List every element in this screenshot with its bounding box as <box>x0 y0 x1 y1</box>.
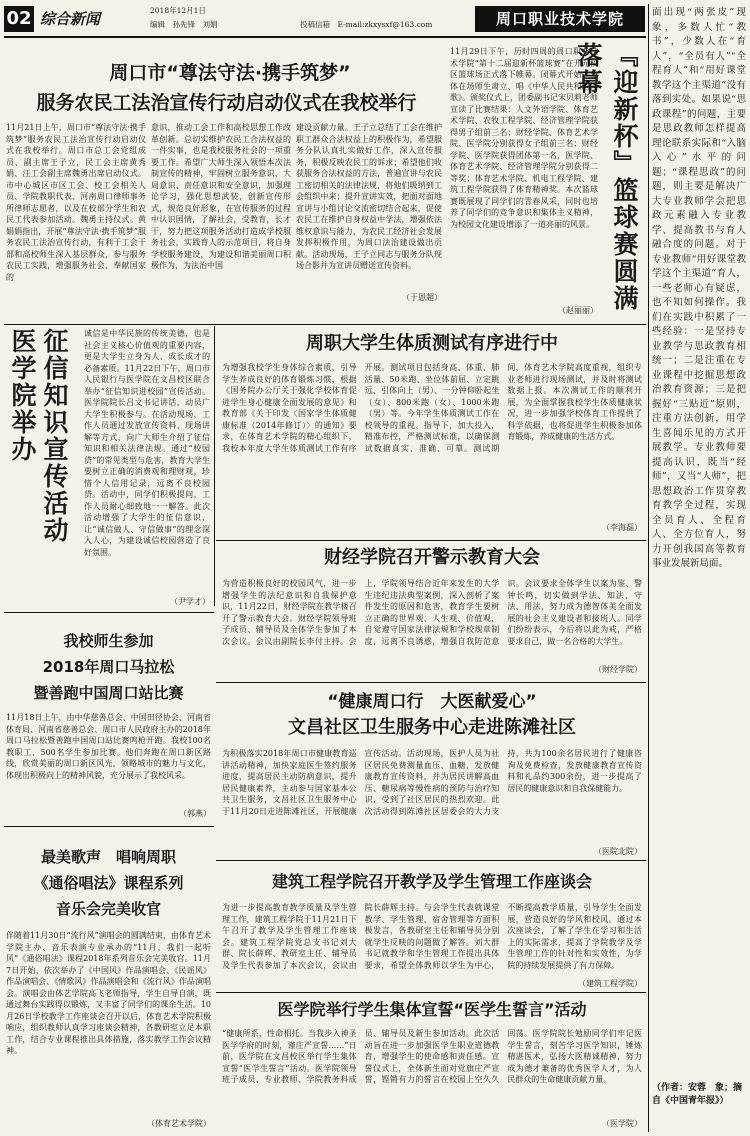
side-column-text: 面出现“两张皮”现象，多数人忙“教书”，少数人在“育人”，“全员有人”“全程育人”和“用好课堂教学这个主渠道”没有落到实处。如果说“思政课程”的问题，主要是思政教师怎样提高理论联系实际和“入脑入心”水平的问题；“课程思政”的问题，则主要是解决广大专业教师学会把思政元素融入专业教学、提高教书与育人融合度的问题。对于专业教师“用好课堂教学这个主渠道”育人，一些老师心有疑虑，也不知如何操作。我们在实践中积累了一些经验：一是坚持专业教学与思政教育相统一；二是注重在专业课程中挖掘思想政治教育资源；三是把握好“三贴近”原则，注重方法创新，用学生喜闻乐见的方式开展教学。专业教师要提高认识，既当“经师”，又当“人师”，把思想政治工作贯穿教育教学全过程，实现全员育人、全程育人、全方位育人，努力开创我国高等教育事业发展新局面。 <box>652 7 746 569</box>
art8-title-line2: 《通俗唱法》课程系列 <box>33 874 184 892</box>
section-rule-art5 <box>216 682 646 683</box>
section-rule-art4 <box>216 540 646 541</box>
art5-signature: （财经学院） <box>594 665 642 674</box>
section-rule-art6 <box>4 826 214 827</box>
art3-title-sub: 医学院举办 <box>8 328 37 463</box>
art6-text: 11月18日上午，由中华慈善总会、中国田径协会、河南省体育局、河南省慈善总会、周口市人民政府主办的2018年周口马拉松暨善跑中国周口站比赛鸣枪开跑。我校100名教职工、500名学生参加比赛。他们奔跑在周口新区路线，欣赏美丽的周口新区风光，领略城市的魅力与文化，体现出积极向上的精神风貌，充分展示了我校风采。 <box>6 713 211 780</box>
art8-signature: （体育艺术学院） <box>147 1119 211 1128</box>
section-rule-art3b <box>4 612 214 613</box>
art10-text: “健康所系，性命相托。当我步入神圣医学学府的时刻，谨庄严宣誓……”日前，医学院在文昌校区举行学生集体宣誓“医学生誓言”活动。医学院领导班子成员、专业教师、学院教务科成员、辅导员及新生参加活动。此次活动旨在进一步加强医学生职业道德教育，增强学生的使命感和责任感。宣誓仪式上，全体新生面对党旗庄严宣誓，铿锵有力的誓言在校园上空久久回荡。医学院院长勉励同学们牢记医学生誓言，刻苦学习医学知识，锤炼精湛医术，弘扬大医精诚精神，努力成为德才兼备的优秀医学人才，为人民群众的生命健康贡献力量。 <box>222 1029 642 1084</box>
art1-col1: 11月21日上午，周口市“尊法守法·携手筑梦”服务农民工法治宣传行动启动仪式在我校举行。周口市总工会党组成员、副主席王子立，民工会主席黄秀娟、汪工会副主席魏勇出席启动仪式。市中心城区市区工会、校工会相关人员、学院教职代表、河南周口律师事务所律师志愿者，以及在校部分学生和农民工代表参加活动。魏勇主持仪式。黄娟娟指出，开展“尊法守法·携手筑梦”服务农民工法治宣传行动，有利于工会干部和高校师生深入基层群众，参与服务农民工实践，增强服务社会、奉献国家的 <box>6 123 146 282</box>
art2-text: 11月29日下午，历时四周的周口职业技术学院“第十二届迎新杯篮球赛”在开元校区篮球场正式落下帷幕。闭幕式开始，全体在场师生肃立、唱《中华人民共和国国歌》。颁奖仪式上，团委副书记宋贝莉老师宣读了比赛结果：人文外语学院、体育艺术学院、农牧工程学院、经济管理学院获得男子组前三名；财经学院、体育艺术学院、医学院分别获得女子组前三名；财经学院、医学院获得团体第一名，医学院、体育艺术学院、经济管理学院分别获得二等奖；体育艺术学院、机电工程学院、建筑工程学院获得了体育精神奖。本次篮球赛既展现了同学们的青春风采，同时也培养了同学们的竞争意识和集体主义精神，为校园文化建设增添了一道亮丽的风景。 <box>450 47 598 229</box>
art7-title-line1: “健康周口行 大医献爱心” <box>327 692 537 712</box>
art4-title: 周职大学生体质测试有序进行中 <box>306 333 558 354</box>
section-rule-art9 <box>216 992 646 993</box>
art6-signature: （郭燕） <box>179 809 211 818</box>
art5-text: 为营造积极良好的校园风气，进一步增强学生的法纪意识和自我保护意识，11月22日，财经学院在教学楼召开了警示教育大会。财经学院领导班子成员、辅导员及全体学生参加了本次会议。会议由副院长李付主持。会上，学院领导结合近年来发生的大学生违纪违法典型案例，深入剖析了案件发生的原因和危害，教育学生要树立正确的世界观、人生观、价值观，自觉遵守国家法律法规和学校规章制度，远离不良诱惑，增强自我防范意识。会议要求全体学生以案为鉴、警钟长鸣，切实做到学法、知法、守法、用法，努力成为德智体美全面发展的社会主义建设者和接班人。同学们纷纷表示，今后将以此为戒，严格要求自己，做一名合格的大学生。 <box>222 579 642 646</box>
art6-title-line1: 我校师生参加 <box>63 632 154 650</box>
col-rule-art3 <box>214 326 215 606</box>
header-rule <box>4 36 646 38</box>
art2-signature: （赵丽丽） <box>558 306 598 315</box>
art1-title-line2: 服务农民工法治宣传行动启动仪式在我校举行 <box>36 92 417 114</box>
art4-text: 为增强我校学生身体综合素质，引导学生养成良好的体育锻炼习惯，根据《国务院办公厅关于强化学校体育促进学生身心健康全面发展的意见》和教育部《关于印发〈国家学生体质健康标准（2014年修订）〉的通知》要求，在体育艺术学院的精心组织下，我校本年度大学生体质测试工作有序开展。测试项目包括身高、体重、肺活量、50米跑、坐位体前屈、立定跳远、引体向上（男）、一分钟仰卧起坐（女）、800米跑（女）、1000米跑（男）等。今年学生体质测试工作在校领导的重视、指导下，加大投入，精准布控，严格测试标准，以确保测试数据真实、准确、可靠。测试期间，体育艺术学院高度重视，组织专业老师进行现场测试，并及时将测试数据上报。本次测试工作的顺利开展，为全面掌握我校学生体质健康状况，进一步加强学校体育工作提供了科学依据，也将促进学生积极参加体育锻炼，养成健康的生活方式。 <box>222 363 642 453</box>
art1-signature: （于恩超） <box>402 293 442 302</box>
section-rule-art7 <box>216 860 646 861</box>
art3-title-main: 征信知识宣传活动 <box>40 328 69 544</box>
art9-text: 为进一步提高教育教学质量及学生管理工作，建筑工程学院于11月21日下午召开了教学及学生管理工作座谈会。建筑工程学院党总支书记刘大群、院长薛辉、教研室主任、辅导员及学生代表参加了本次会议，会议由院长薛辉主持。与会学生代表就课堂教学、学生管理、宿舍管理等方面积极发言，各教研室主任和辅导员分别就学生反映的问题做了解答。刘大群书记就教学和学生管理工作提出具体要求，希望全体教师以学生为中心，不断提高教学质量，引导学生全面发展，营造良好的学风和校风。通过本次座谈会，了解了学生在学习和生活上的实际需求，提高了学院教学及学生管理工作的针对性和实效性，为学院的持续发展提供了有力保障。 <box>222 903 642 970</box>
art7-signature: （医院北院） <box>594 847 642 856</box>
side-column-signature: （作者：安蓉 象；摘自《中国青年报》） <box>652 1083 743 1106</box>
paper-name: 周口职业技术学院 <box>475 6 645 32</box>
column-divider <box>648 4 649 1132</box>
art8-title-line1: 最美歌声 唱响周职 <box>40 848 176 866</box>
art1-col3: 建设贡献力量。王子立总结了工会在维护职工群众合法权益上的积极作为，希望服务分队认真扎实做好工作，深入宣传服务，积极反映农民工的诉求；希望他们收获服务合法权益的方法，普遍宣讲与农民工密切相关的法律法规，将他们吸纳到工会组织中来；提升宣讲实效，把面对面地宣讲与小组讨论交流密切结合起来，促使农民工在维护自身权益中学法，增强依法维权意识与能力，为农民工经济社会发展发挥积极作用，为周口法治建设做出贡献。活动现场，王子立同志与服务分队现场合影并为宣讲员赠送宣传资料。 <box>296 123 442 270</box>
art7-text: 为积极落实2018年周口市健康教育巡讲活动精神，加快家庭医生签约服务进度，提高居民主动防病意识，提升居民健康素养，主动参与国家基本公共卫生服务，文昌社区卫生服务中心于11月20日走进陈滩社区，开展健康宣传活动。活动现场，医护人员为社区居民免费测量血压、血糖，发放健康教育宣传资料，并为居民讲解高血压、糖尿病等慢性病的预防与治疗知识，受到了社区居民的热烈欢迎。此次活动得到陈滩社区居委会的大力支持，共为100余名居民进行了健康咨询及免费检查，发放健康教育宣传资料和礼品约300余份，进一步提高了居民的健康意识和自我保健能力。 <box>222 749 642 816</box>
art9-signature: （建筑工程学院） <box>578 979 642 988</box>
art1-col2: 意识，推动工会工作和高校思想工作改革创新。总切实维护农民工合法权益的一件实事，也是我校服务社会的一项重要工作。希望广大师生深入领悟本次法制宣传的精神，牢固树立服务意识、大局意识、责任意识和安全意识，加强理论学习，强化思想武装，创新宣传形式，规范良好形象，在宣传服务的过程中认识国情，了解社会，受教育，长才干，努力把这项服务活动打造成学校服务社会，实践育人的示范项目，将自身学校服务建设，为建设和谐美丽周口积极作为，为法治中国 <box>151 123 291 270</box>
art6-title-line2: 2018年周口马拉松 <box>42 658 175 676</box>
art8-text: 伴随着11月30日“流行风”演唱会的圆满结束，由体育艺术学院主办、音乐表演专业承办的“11月，我们一起听风”《通俗唱法》课程2018年系列音乐会完美收官。11月7日开始，依次举办了《中国风》作品演唱会、《民谣风》作品演唱会、《情歌风》作品演唱会和《流行风》作品演唱会。演唱会由体艺学院高飞老师指导，学生自导自演，既通过舞台实践得以锻炼，又丰富了同学们的课余生活。10月26日学校教学工作座谈会召开以后，体育艺术学院积极响应，组织教师认真学习座谈会精神，各教研室立足本职工作，结合专业课程推出具体措施，落实教学工作会议精神。 <box>6 931 211 1055</box>
section-title: 综合新闻 <box>40 10 101 28</box>
art10-title: 医学院举行学生集体宣誓“医学生誓言”活动 <box>277 1000 587 1019</box>
art8-title-line3: 音乐会完美收官 <box>55 900 161 918</box>
art1-title-line1: 周口市“尊法守法·携手筑梦” <box>109 62 351 84</box>
contact-email: 投稿信箱 E-mail:zkxysxf@163.com <box>300 20 433 29</box>
editors: 编辑 孙先锋 刘娟 <box>150 20 218 29</box>
art7-title-line2: 文昌社区卫生服务中心走进陈滩社区 <box>288 717 576 738</box>
section-rule-1 <box>4 324 646 325</box>
issue-date: 2018年12月1日 <box>150 6 206 15</box>
art3-text: 诚信是中华民族的传统美德，也是社会主义核心价值观的重要内容，更是大学生立身为人、成长成才的必备素质。11月22日下午，周口市人民银行与医学院在文昌校区联合举办“征信知识进校园”宣传活动。医学院院长吕文书记讲话，动员广大学生积极参与。在活动现场，工作人员通过发放宣传资料、现场讲解等方式，向广大师生介绍了征信知识和相关法律法规。通过“校园贷”的常见类型与危害，教育大学生要树立正确的消费观和理财观，珍惜个人信用记录，远离不良校园贷。活动中，同学们积极提问，工作人员耐心细致地一一解答。此次活动增强了大学生的征信意识，让“诚信做人、守信做事”的理念深入人心，为建设诚信校园营造了良好氛围。 <box>84 329 210 557</box>
art6-title-line3: 暨善跑中国周口站比赛 <box>33 684 184 702</box>
art9-title: 建筑工程学院召开教学及学生管理工作座谈会 <box>271 872 592 891</box>
page-number: 02 <box>4 6 34 32</box>
art5-title: 财经学院召开警示教育大会 <box>324 547 540 568</box>
art10-signature: （医学院） <box>602 1119 642 1128</box>
art2-title: 『迎新杯』篮球赛圆满落幕 <box>574 42 639 312</box>
art3-signature: （尹学才） <box>170 597 210 606</box>
art4-signature: （李海磊） <box>602 523 642 532</box>
